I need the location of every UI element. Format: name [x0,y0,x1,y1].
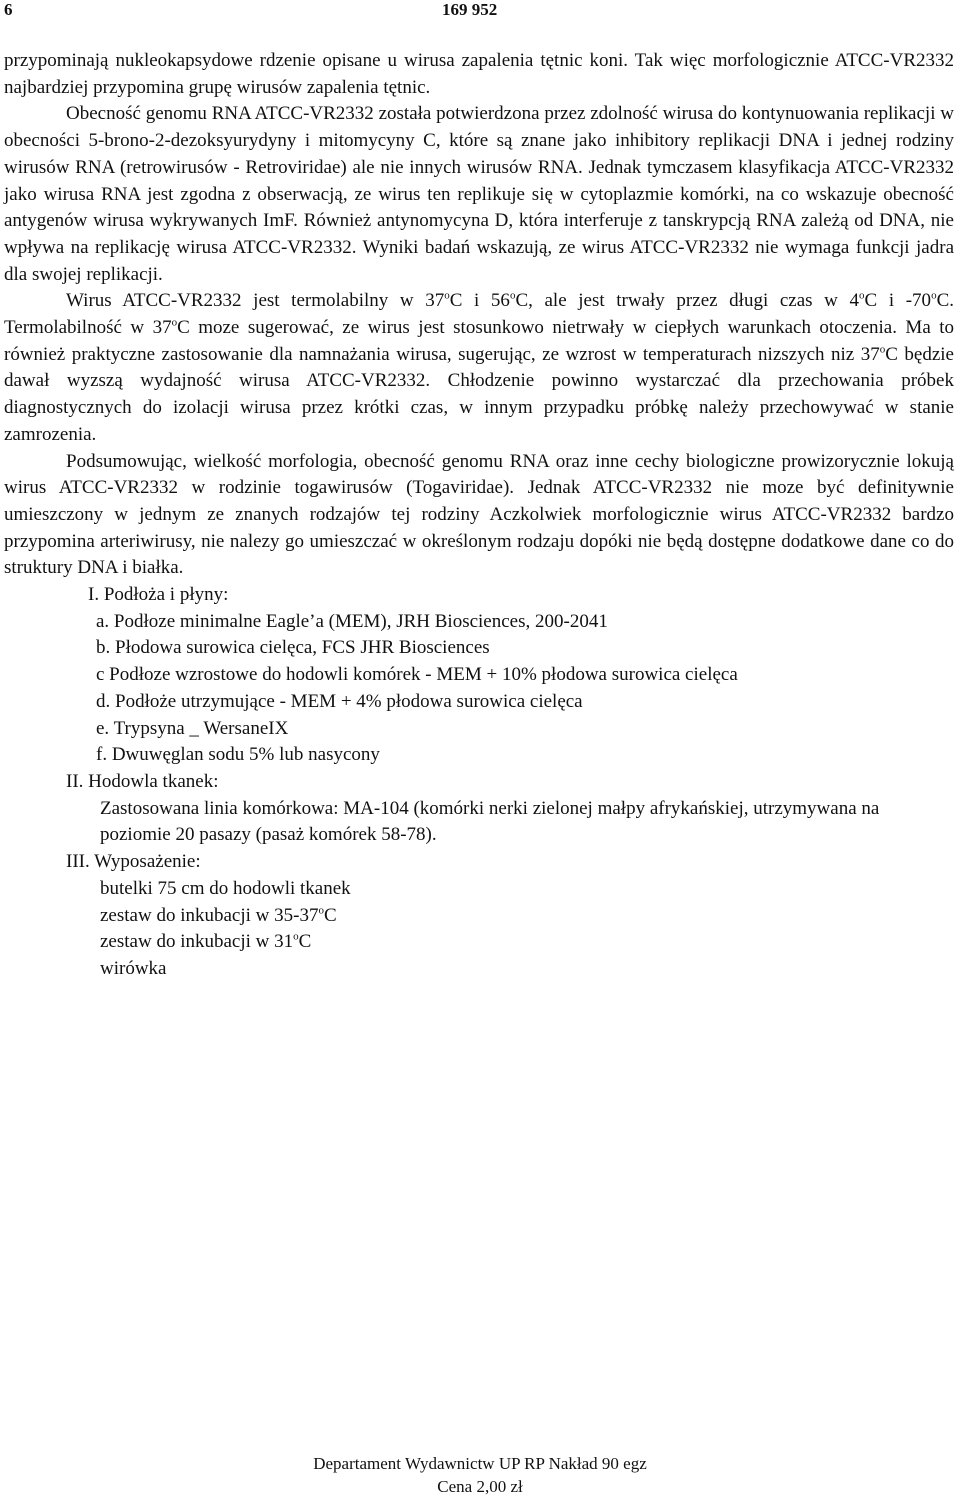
section-2-body: Zastosowana linia komórkowa: MA-104 (komórki nerki zielonej małpy afrykańskiej, utrzymywana na poziomie 20 pasazy (pasaż komórek 58-78). [100,797,880,846]
text-span: C [298,931,312,953]
degree-sign: o [859,290,865,302]
list-item: butelki 75 cm do hodowli tkanek [100,877,351,899]
degree-sign: o [444,290,450,302]
paragraph: Obecność genomu RNA ATCC-VR2332 została potwierdzona przez zdolność wirusa do kontynuowania replikacji w obecności 5-brono-2-dezoksyurydyny i mitomycyny C, które są znane jako inhibitory replikacji DNA i jednej rodziny wirusów RNA (retrowirusów - Retroviridae) ale nie innych wirusów RNA. Jednak tymczasem klasyfikacja ATCC-VR2332 jako wirusa RNA jest zgodna z obserwacją, ze wirus ten replikuje się w cytoplazmie komórki, na co wskazuje obecność antygenów wirusa wykrywanych ImF. Również antynomycyna D, która interferuje z tanskrypcją RNA zależą od DNA, nie wpływa na replikację wirusa ATCC-VR2332. Wyniki badań wskazują, ze wirus ATCC-VR2332 nie wymaga funkcji jadra dla swojej replikacji. [4,103,954,285]
degree-sign: o [293,930,299,943]
text-span: zestaw do inkubacji w 35-37 [100,904,319,926]
section-3-heading: III. Wyposażenie: [66,851,201,873]
footer-publisher: Departament Wydawnictw UP RP Nakład 90 egz [313,1454,647,1473]
document-body [4,48,954,983]
text-span: C [323,904,337,926]
document-number: 169 952 [442,0,498,19]
degree-sign: o [509,290,516,302]
paragraph-summary: Podsumowując, wielkość morfologia, obecność genomu RNA oraz inne cechy biologiczne prowizorycznie lokują wirus ATCC-VR2332 w rodzinie togawirusów (Togaviridae). Jednak ATCC-VR2332 nie moze być definitywnie umieszczony w jednym ze znanych rodzajów tej rodziny Aczkolwiek morfologicznie wirus ATCC-VR2332 bardzo przypomina arteriwirusy, nie nalezy go umieszczać w określonym rodzaju dopóki nie będą dostępne dodatkowe dane co do struktury DNA i białka. [4,450,954,579]
footer-price: Cena 2,00 zł [437,1477,523,1496]
page-number: 6 [4,0,13,19]
paragraph: przypominają nukleokapsydowe rdzenie opisane u wirusa zapalenia tętnic koni. Tak więc morfologicznie ATCC-VR2332 najbardziej przypomina grupę wirusów zapalenia tętnic. [4,50,954,98]
text-span: zestaw do inkubacji w 31 [100,931,294,953]
list-item: b. Płodowa surowica cielęca, FCS JHR Biosciences [96,637,490,659]
text-span: Wirus ATCC-VR2332 jest termolabilny w 37 [66,290,445,312]
text-span: C i 56 [449,290,510,312]
text-span: C będzie dawał wyzszą wydajność wirusa ATCC-VR2332. Chłodzenie powinno wystarczać dla przechowania próbek diagnostycznych do izolacji wirusa przez krótki czas, w innym przypadku próbkę należy przechowywać w stanie zamrozenia. [4,343,954,445]
list-item: a. Podłoze minimalne Eagle’a (MEM), JRH Biosciences, 200-2041 [96,610,608,632]
list-item: c Podłoze wzrostowe do hodowli komórek - MEM + 10% płodowa surowica cielęca [96,664,738,686]
text-span: C. Termolabilność w 37 [4,290,954,339]
degree-sign: o [171,316,178,329]
list-item: f. Dwuwęglan sodu 5% lub nasycony [96,744,380,766]
degree-sign: o [318,904,324,917]
list-item: wirówka [100,957,167,979]
list-item: e. Trypsyna _ WersaneIX [96,717,289,739]
list-item: d. Podłoże utrzymujące - MEM + 4% płodowa surowica cielęca [96,690,583,712]
degree-sign: o [879,343,886,356]
degree-sign: o [931,290,937,302]
text-span: C i -70 [864,290,932,312]
list-item [4,929,954,956]
paragraph-thermolability [4,288,954,448]
section-1-heading: I. Podłoża i płyny: [88,584,229,606]
section-2-heading: II. Hodowla tkanek: [66,770,219,792]
text-span: C moze sugerować, ze wirus jest stosunkowo nietrwały w ciepłych warunkach otoczenia. Ma to również praktyczne zastosowanie dla namnażania wirusa, sugerując, ze wzrost w temperaturach nizszych niz 37 [4,317,954,365]
list-item [4,903,954,930]
text-span: C, ale jest trwały przez długi czas w 4 [515,290,860,312]
